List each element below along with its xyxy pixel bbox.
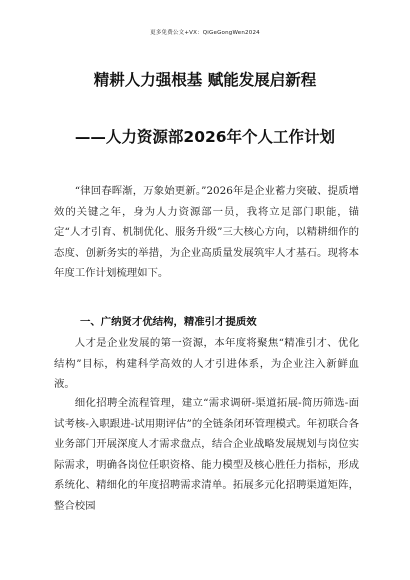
section-paragraph: 人才是企业发展的第一资源，本年度将聚焦“精准引才、优化结构”目标，构建科学高效的人才引进体系，为企业注入新鲜血液。: [54, 337, 359, 391]
document-title: 精耕人力强根基 赋能发展启新程: [93, 71, 317, 89]
intro-paragraph: “律回春晖渐，万象始更新。”2026年是企业蓄力突破、提质增效的关键之年，身为人力资源部一员，我将立足部门职能，锚定“人才引育、机制优化、服务升级”三大核心方向，以精耕细作的态度、创新务实的举措，为企业高质量发展筑牢人才基石。现将本年度工作计划梳理如下。: [54, 185, 359, 280]
document-subtitle: ——人力资源部2026年个人工作计划: [74, 128, 336, 146]
header-note: 更多免费公文+VX：QiGeGongWen2024: [150, 30, 260, 36]
section-heading: 一、广纳贤才优结构，精准引才提质效: [80, 316, 257, 328]
section-paragraph-2: 细化招聘全流程管理，建立“需求调研-渠道拓展-简历筛选-面试考核-入职跟进-试用期评估”的全链条闭环管理模式。年初联合各业务部门开展深度人才需求盘点，结合企业战略发展规划与岗位实际需求，明确各岗位任职资格、能力模型及核心胜任力指标，形成系统化、精细化的年度招聘需求清单。拓展多元化招聘渠道矩阵，整合校园: [54, 397, 359, 512]
